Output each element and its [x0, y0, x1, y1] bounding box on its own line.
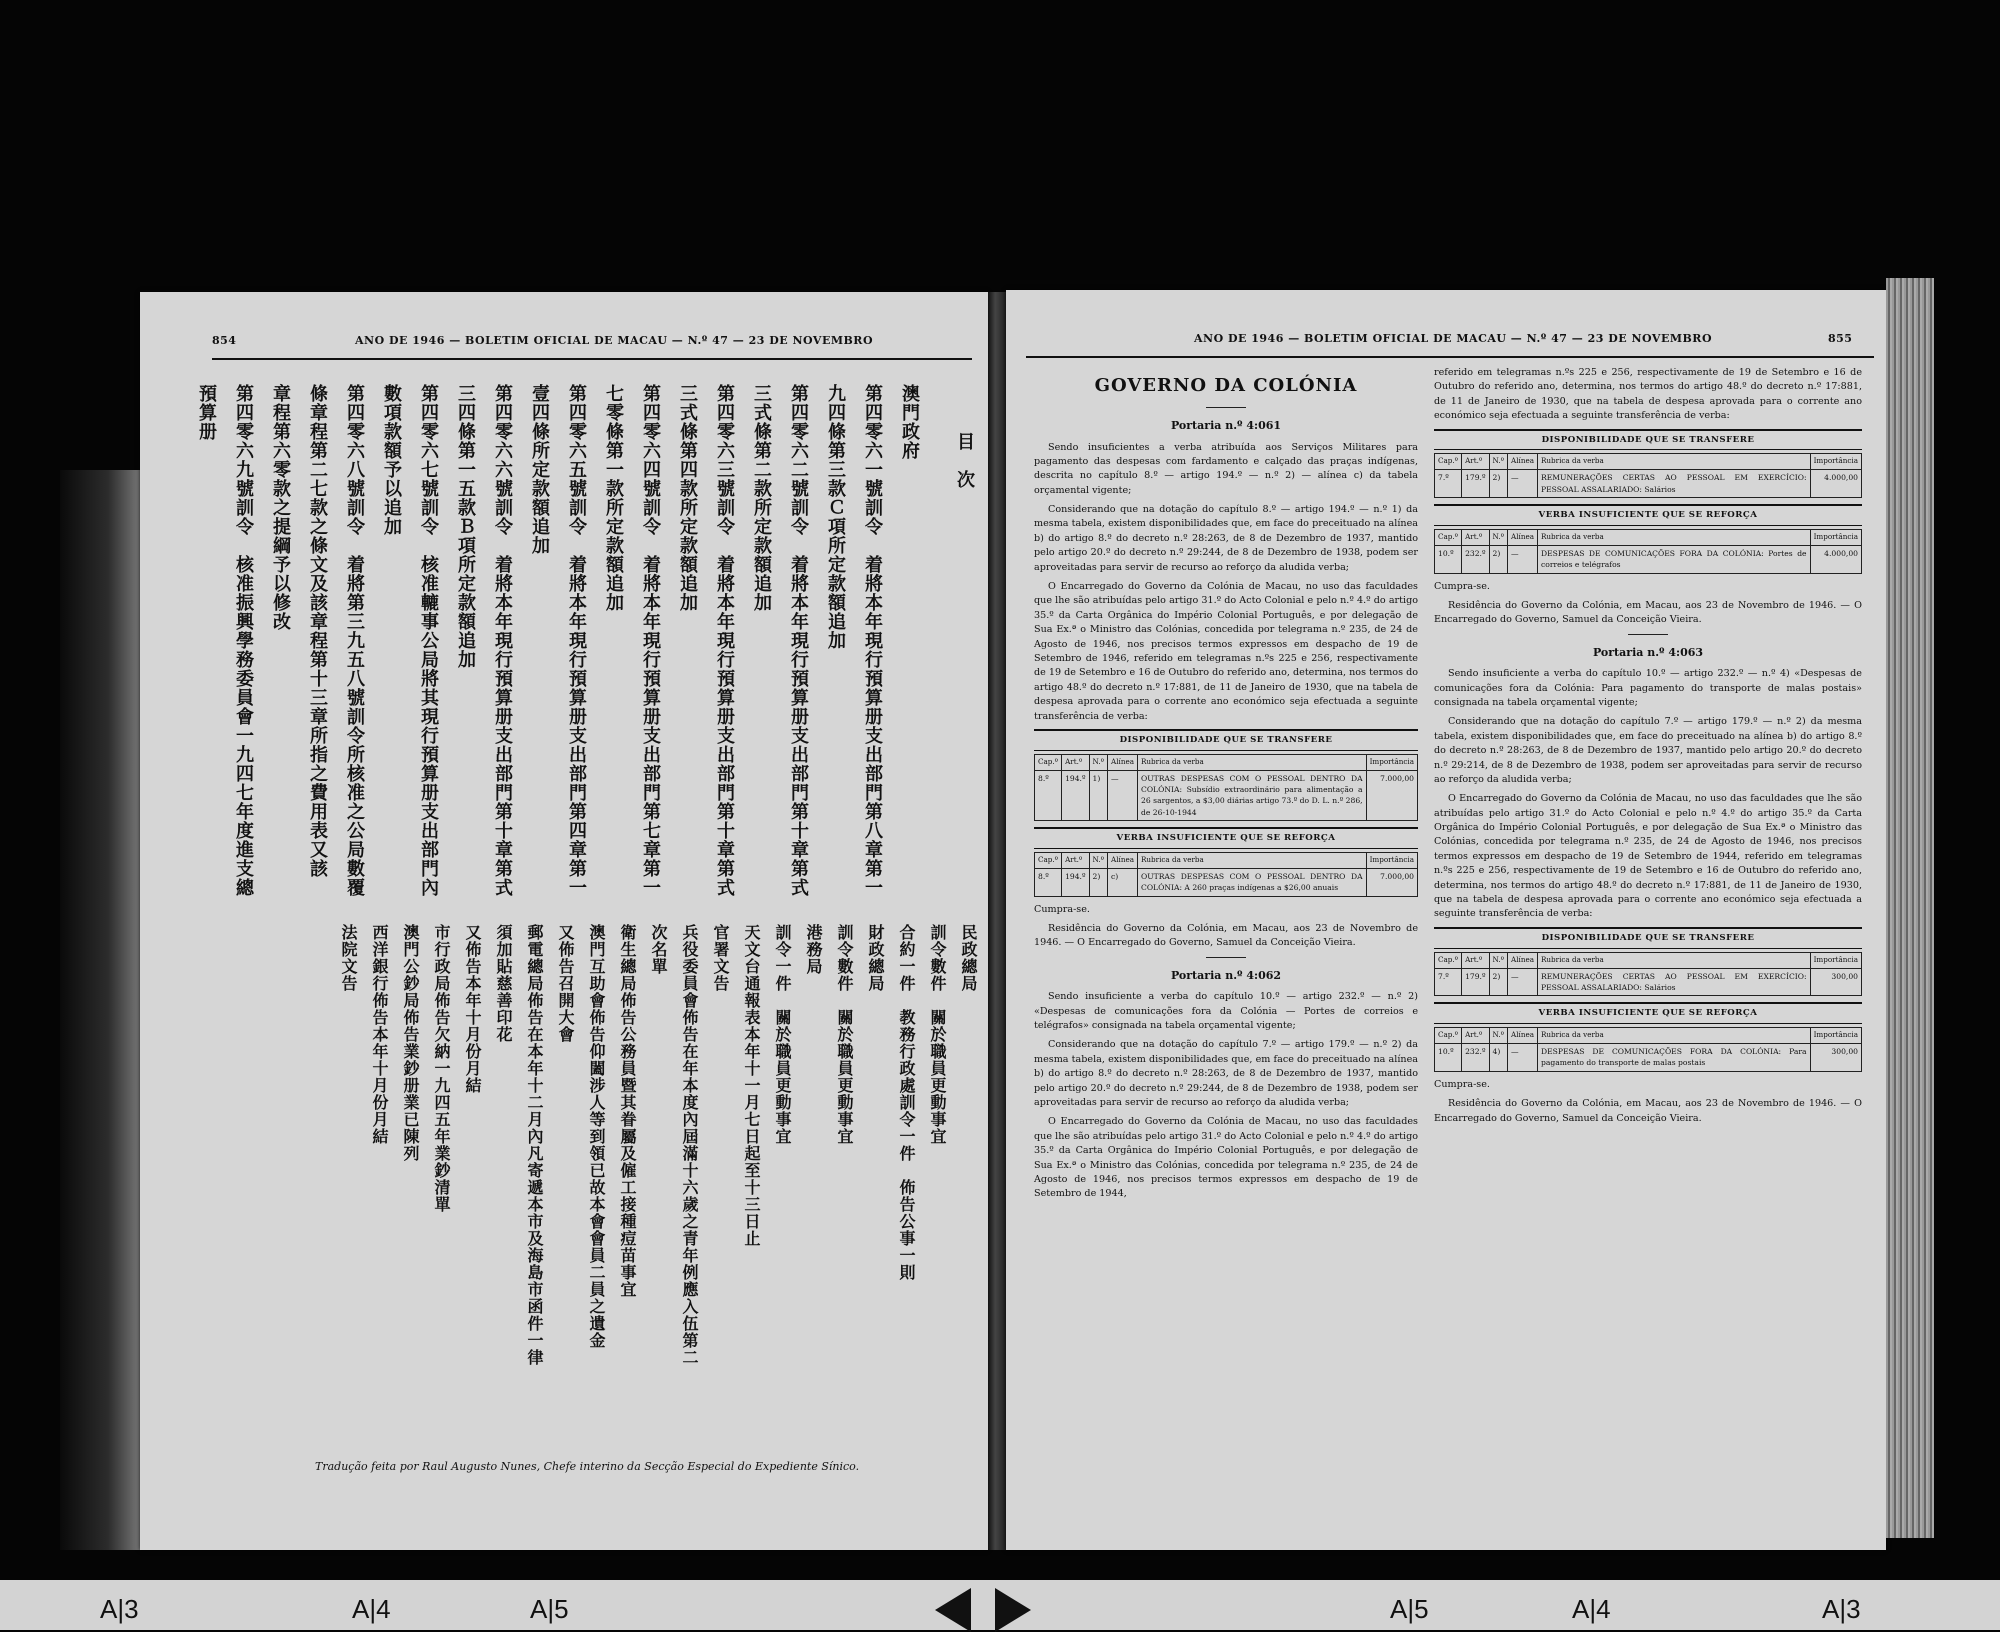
portaria-title: Portaria n.º 4:062 [1170, 968, 1282, 982]
residencia: Residência do Governo da Colónia, em Macau, aos 23 de Novembro de 1946. — O Encarregado do Governo, Samuel da Conceição Vieira. [1434, 1098, 1862, 1124]
cell-importancia: 4.000,00 [1810, 545, 1861, 573]
th-alinea: Alínea [1508, 454, 1538, 470]
cell-rubrica: REMUNERAÇÕES CERTAS AO PESSOAL EM EXERCÍCIO: PESSOAL ASSALARIADO: Salários [1538, 968, 1811, 996]
contents-column: 第四零六三號訓令 着將本年現行預算册支出部門第十章第式 [714, 384, 735, 897]
table-title: DISPONIBILIDADE QUE SE TRANSFERE [1434, 429, 1862, 451]
th-rubrica: Rubrica da verba [1538, 529, 1811, 545]
cell-num: 2) [1089, 868, 1108, 896]
th-alinea: Alínea [1508, 529, 1538, 545]
cell-art: 232.º [1462, 1043, 1489, 1071]
right-page-header: ANO DE 1946 — BOLETIM OFICIAL DE MACAU — N.º 47 — 23 DE NOVEMBRO [1194, 332, 1713, 345]
translation-footnote: Tradução feita por Raul Augusto Nunes, Chefe interino da Secção Especial do Expediente Sínico. [315, 1460, 860, 1473]
contents-column: 訓令一件 關於職員更動事宜 [773, 924, 792, 1145]
cell-rubrica: DESPESAS DE COMUNICAÇÕES FORA DA COLÓNIA: Para pagamento do transporte de malas postais [1538, 1043, 1811, 1071]
table-title: VERBA INSUFICIENTE QUE SE REFORÇA [1434, 504, 1862, 526]
contents-column: 七零條第一款所定款額追加 [603, 384, 624, 612]
header-rule [212, 358, 972, 360]
cell-alinea: — [1108, 770, 1138, 821]
paragraph: Considerando que na dotação do capítulo 7.º — artigo 179.º — n.º 2) da mesma tabela, existem disponibilidades que, em face do preceituado na alínea b) do artigo 8.º do decreto n.º 28:263, de 8 de Dezembro de 1937, mantido pelo artigo 20.º do decreto n.º 29:244, de 8 de Dezembro de 1938, podem ser aproveitadas para servir de recurso ao reforço da aludida verba; [1034, 1039, 1418, 1109]
table-row [1035, 770, 1418, 821]
cell-cap: 7.º [1435, 470, 1462, 498]
text-column-left [1034, 366, 1418, 1207]
table-header-row [1435, 529, 1862, 545]
right-page-number: 855 [1828, 332, 1853, 345]
th-alinea: Alínea [1508, 952, 1538, 968]
cell-num: 4) [1489, 1043, 1508, 1071]
text-column-right [1434, 366, 1862, 1131]
paragraph: referido em telegramas n.ºs 225 e 256, respectivamente de 19 de Setembro e 16 de Outubro do referido ano, determina, nos termos do artigo 48.º do decreto n.º 17:881, de 11 de Janeiro de 1930, que na tabela de despesa aprovada para o corrente ano económico seja efectuada a seguinte transferência de verba: [1434, 367, 1862, 422]
cell-art: 179.º [1462, 470, 1489, 498]
th-rubrica: Rubrica da verba [1538, 1028, 1811, 1044]
cell-alinea: c) [1108, 868, 1138, 896]
paragraph: Sendo insuficiente a verba do capítulo 10.º — artigo 232.º — n.º 4) «Despesas de comunicações fora da Colónia: Para pagamento do transporte de malas postais» consignada na tabela orçamental vigente; [1434, 668, 1862, 708]
contents-column: 第四零六一號訓令 着將本年現行預算册支出部門第八章第一 [862, 384, 883, 897]
transfer-table [1034, 754, 1418, 821]
portaria-title: Portaria n.º 4:061 [1170, 419, 1282, 432]
contents-column: 三式條第二款所定款額追加 [751, 384, 772, 612]
frame-mark: A|4 [352, 1594, 391, 1624]
contents-column: 須加貼慈善印花 [494, 924, 513, 1043]
cell-art: 179.º [1462, 968, 1489, 996]
table-row [1435, 1043, 1862, 1071]
reforco-table [1434, 1027, 1862, 1072]
table-header-row [1435, 952, 1862, 968]
th-rubrica: Rubrica da verba [1138, 853, 1367, 869]
contents-column: 第四零六二號訓令 着將本年現行預算册支出部門第十章第式 [788, 384, 809, 897]
th-art: Art.º [1462, 952, 1489, 968]
separator [1206, 957, 1246, 958]
separator [1628, 634, 1668, 635]
cell-num: 2) [1489, 545, 1508, 573]
cell-alinea: — [1508, 470, 1538, 498]
left-page [140, 292, 988, 1550]
contents-column: 衛生總局佈告公務員暨其眷屬及僱工接種痘苗事宜 [618, 924, 637, 1298]
th-num: N.º [1489, 529, 1508, 545]
cumpra-se: Cumpra-se. [1434, 1078, 1490, 1090]
th-cap: Cap.º [1435, 1028, 1462, 1044]
transfer-table [1434, 952, 1862, 997]
th-art: Art.º [1062, 754, 1089, 770]
contents-column: 次名單 [649, 924, 668, 975]
th-alinea: Alínea [1108, 853, 1138, 869]
th-cap: Cap.º [1435, 952, 1462, 968]
frame-mark: A|5 [1390, 1594, 1429, 1624]
section-title: GOVERNO DA COLÓNIA [1094, 375, 1358, 396]
cell-rubrica: OUTRAS DESPESAS COM O PESSOAL DENTRO DA COLÓNIA: A 260 praças indígenas a $26,00 anuais [1138, 868, 1367, 896]
contents-column: 合約一件 教務行政處訓令一件 佈告公事一則 [897, 924, 916, 1281]
contents-column: 九四條第三款Ｃ項所定款額追加 [825, 384, 846, 650]
contents-column: 又佈告召開大會 [556, 924, 575, 1043]
contents-column: 又佈告本年十月份月結 [463, 924, 482, 1094]
paragraph: O Encarregado do Governo da Colónia de Macau, no uso das faculdades que lhe são atribuídas pelo artigo 31.º do Acto Colonial e pelo n.º 4.º do artigo 35.º da Carta Orgânica do Império Colonial Português, e por delegação de Sua Ex.ª o Ministro das Colónias, concedida por telegrama n.º 235, de 24 de Agosto de 1946, nos precisos termos expressos em despacho de 19 de Setembro de 1944, referido em telegramas n.ºs 225 e 256, respectivamente de 19 de Setembro e 16 de Outubro do referido ano, determina, nos termos do artigo 48.º do decreto n.º 17:881, de 11 de Janeiro de 1930, que na tabela de despesa aprovada para o corrente ano económico seja efectuada a seguinte transferência de verba: [1434, 793, 1862, 920]
table-row [1435, 470, 1862, 498]
table-header-row [1435, 454, 1862, 470]
contents-column: 天文台通報表本年十一月七日起至十三日止 [742, 924, 761, 1247]
portaria-title: Portaria n.º 4:063 [1592, 645, 1704, 659]
cell-art: 232.º [1462, 545, 1489, 573]
contents-column: 壹四條所定款額追加 [529, 384, 550, 555]
contents-column: 財政總局 [866, 924, 885, 992]
contents-column: 條章程第二七款之條文及該章程第十三章所指之費用表又該 [307, 384, 328, 878]
frame-mark: A|5 [530, 1594, 569, 1624]
table-title: VERBA INSUFICIENTE QUE SE REFORÇA [1034, 827, 1418, 849]
reforco-table [1034, 852, 1418, 897]
transfer-table [1434, 453, 1862, 498]
book-edge-left [60, 470, 140, 1550]
contents-column: 預算册 [196, 384, 217, 441]
cell-cap: 8.º [1035, 868, 1062, 896]
contents-column: 官署文告 [711, 924, 730, 992]
arrow-right-icon [995, 1588, 1031, 1632]
contents-column: 港務局 [804, 924, 823, 975]
cell-alinea: — [1508, 968, 1538, 996]
cumpra-se: Cumpra-se. [1034, 903, 1090, 915]
cell-importancia: 300,00 [1810, 968, 1861, 996]
residencia: Residência do Governo da Colónia, em Macau, aos 23 de Novembro de 1946. — O Encarregado do Governo, Samuel da Conceição Vieira. [1434, 599, 1862, 626]
cell-art: 194.º [1062, 868, 1089, 896]
th-num: N.º [1489, 952, 1508, 968]
paragraph: O Encarregado do Governo da Colónia de Macau, no uso das faculdades que lhe são atribuídas pelo artigo 31.º do Acto Colonial e pelo n.º 4.º do artigo 35.º da Carta Orgânica do Império Colonial Português, e por delegação de Sua Ex.ª o Ministro das Colónias, concedida por telegrama n.º 235, de 24 de Agosto de 1946, nos precisos termos expressos em despacho de 19 de Setembro de 1944, [1034, 1116, 1418, 1200]
book-spine [988, 292, 1006, 1550]
cell-art: 194.º [1062, 770, 1089, 821]
left-page-number: 854 [212, 334, 237, 347]
frame-mark: A|4 [1572, 1594, 1611, 1624]
contents-column: 郵電總局佈告在本年十二月內凡寄遞本市及海島市函件一律 [525, 924, 544, 1366]
contents-column: 訓令數件 關於職員更動事宜 [835, 924, 854, 1145]
th-num: N.º [1089, 853, 1108, 869]
residencia: Residência do Governo da Colónia, em Macau, aos 23 de Novembro de 1946. — O Encarregado do Governo, Samuel da Conceição Vieira. [1034, 923, 1418, 949]
reforco-table [1434, 529, 1862, 574]
left-page-header: ANO DE 1946 — BOLETIM OFICIAL DE MACAU — N.º 47 — 23 DE NOVEMBRO [355, 334, 874, 347]
contents-column: 第四零六五號訓令 着將本年現行預算册支出部門第四章第一 [566, 384, 587, 897]
th-cap: Cap.º [1035, 754, 1062, 770]
paragraph: Sendo insuficiente a verba do capítulo 10.º — artigo 232.º — n.º 2) «Despesas de comunicações fora da Colónia — Portes de correios e telégrafos» consignada na tabela orçamental vigente; [1034, 991, 1418, 1032]
th-importancia: Importância [1810, 1028, 1861, 1044]
th-cap: Cap.º [1435, 454, 1462, 470]
table-title: DISPONIBILIDADE QUE SE TRANSFERE [1434, 927, 1862, 949]
cell-num: 1) [1089, 770, 1108, 821]
th-importancia: Importância [1810, 454, 1861, 470]
separator [1206, 407, 1246, 408]
cell-importancia: 7.000,00 [1366, 770, 1417, 821]
header-rule [1026, 356, 1874, 358]
cell-cap: 7.º [1435, 968, 1462, 996]
contents-column: 第四零六六號訓令 着將本年現行預算册支出部門第十章第式 [492, 384, 513, 897]
th-alinea: Alínea [1508, 1028, 1538, 1044]
th-art: Art.º [1462, 529, 1489, 545]
th-importancia: Importância [1366, 754, 1417, 770]
th-num: N.º [1489, 454, 1508, 470]
th-rubrica: Rubrica da verba [1538, 952, 1811, 968]
table-header-row [1035, 853, 1418, 869]
contents-column: 民政總局 [959, 924, 978, 992]
contents-column: 市行政局佈告欠納一九四五年業鈔清單 [432, 924, 451, 1213]
contents-column: 三式條第四款所定款額追加 [677, 384, 698, 612]
th-art: Art.º [1462, 1028, 1489, 1044]
th-rubrica: Rubrica da verba [1538, 454, 1811, 470]
th-importancia: Importância [1366, 853, 1417, 869]
cell-importancia: 7.000,00 [1366, 868, 1417, 896]
cumpra-se: Cumpra-se. [1434, 580, 1490, 592]
th-importancia: Importância [1810, 529, 1861, 545]
th-alinea: Alínea [1108, 754, 1138, 770]
contents-column: 訓令數件 關於職員更動事宜 [928, 924, 947, 1145]
th-importancia: Importância [1810, 952, 1861, 968]
contents-column: 章程第六零款之提綱予以修改 [270, 384, 291, 631]
table-title: DISPONIBILIDADE QUE SE TRANSFERE [1034, 729, 1418, 751]
contents-column: 第四零六七號訓令 核准轆事公局將其現行預算册支出部門內 [418, 384, 439, 897]
frame-mark: A|3 [1822, 1594, 1861, 1624]
contents-column: 第四零六九號訓令 核准振興學務委員會一九四七年度進支總 [233, 384, 254, 897]
contents-column: 西洋銀行佈告本年十月份月結 [370, 924, 389, 1145]
contents-title: 目 次 [954, 432, 975, 489]
th-rubrica: Rubrica da verba [1138, 754, 1367, 770]
paragraph: O Encarregado do Governo da Colónia de Macau, no uso das faculdades que lhe são atribuídas pelo artigo 31.º do Acto Colonial e pelo n.º 4.º do artigo 35.º da Carta Orgânica do Império Colonial Português, e por delegação de Sua Ex.ª o Ministro das Colónias, concedida por telegrama n.º 235, de 24 de Agosto de 1946, nos precisos termos expressos em despacho de 19 de Setembro de 1946, referido em telegramas n.ºs 225 e 256, respectivamente de 19 de Setembro e 16 de Outubro do referido ano, determina, nos termos do artigo 48.º do decreto n.º 17:881, de 11 de Janeiro de 1930, que na tabela de despesa aprovada para o corrente ano económico seja efectuada a seguinte transferência de verba: [1034, 581, 1418, 722]
cell-cap: 10.º [1435, 1043, 1462, 1071]
contents-column: 數項款額予以追加 [381, 384, 402, 536]
cell-importancia: 300,00 [1810, 1043, 1861, 1071]
th-cap: Cap.º [1435, 529, 1462, 545]
paragraph: Sendo insuficientes a verba atribuída aos Serviços Militares para pagamento das despesas com fardamento e calçado das praças indígenas, descrita no capítulo 8.º — artigo 194.º — n.º 2) — alínea c) da tabela orçamental vigente; [1034, 441, 1418, 496]
cell-importancia: 4.000,00 [1810, 470, 1861, 498]
cell-cap: 8.º [1035, 770, 1062, 821]
book-edge-right [1886, 278, 1934, 1538]
cell-num: 2) [1489, 968, 1508, 996]
cell-rubrica: REMUNERAÇÕES CERTAS AO PESSOAL EM EXERCÍCIO: PESSOAL ASSALARIADO: Salários [1538, 470, 1811, 498]
contents-column: 第四零六八號訓令 着將第三九五八號訓令所核准之公局數覆 [344, 384, 365, 897]
contents-column: 澳門互助會佈告仰闔涉人等到領已故本會會員二員之遺金 [587, 924, 606, 1349]
table-row [1435, 545, 1862, 573]
cell-cap: 10.º [1435, 545, 1462, 573]
cell-alinea: — [1508, 545, 1538, 573]
cell-rubrica: OUTRAS DESPESAS COM O PESSOAL DENTRO DA COLÓNIA: Subsídio extraordinário para alimentação a 26 sargentos, a $3,00 diárias artigo 73.º do D. L. n.º 286, de 26-10-1944 [1138, 770, 1367, 821]
contents-column: 三四條第一五款Ｂ項所定款額追加 [455, 384, 476, 669]
table-title: VERBA INSUFICIENTE QUE SE REFORÇA [1434, 1002, 1862, 1024]
contents-column: 澳門政府 [899, 384, 920, 460]
arrow-left-icon [935, 1588, 971, 1632]
cell-num: 2) [1489, 470, 1508, 498]
th-num: N.º [1089, 754, 1108, 770]
cell-rubrica: DESPESAS DE COMUNICAÇÕES FORA DA COLÓNIA: Portes de correios e telégrafos [1538, 545, 1811, 573]
th-num: N.º [1489, 1028, 1508, 1044]
table-header-row [1435, 1028, 1862, 1044]
right-page [1006, 290, 1886, 1550]
table-row [1035, 868, 1418, 896]
th-art: Art.º [1462, 454, 1489, 470]
paragraph: Considerando que na dotação do capítulo 8.º — artigo 194.º — n.º 1) da mesma tabela, existem disponibilidades que, em face do preceituado na alínea b) do artigo 8.º do decreto n.º 28:263, de 8 de Dezembro de 1937, mantido pelo artigo 20.º do decreto n.º 29:244, de 8 de Dezembro de 1938, podem ser aproveitadas para servir de recurso ao reforço da aludida verba; [1034, 504, 1418, 573]
contents-column: 第四零六四號訓令 着將本年現行預算册支出部門第七章第一 [640, 384, 661, 897]
frame-mark: A|3 [100, 1594, 139, 1624]
table-row [1435, 968, 1862, 996]
table-header-row [1035, 754, 1418, 770]
cell-alinea: — [1508, 1043, 1538, 1071]
th-art: Art.º [1062, 853, 1089, 869]
contents-column: 法院文告 [339, 924, 358, 992]
contents-column: 兵役委員會佈告在年本度內屆滿十六歲之青年例應入伍第二 [680, 924, 699, 1366]
contents-column: 澳門公鈔局佈告業鈔册業已陳列 [401, 924, 420, 1162]
th-cap: Cap.º [1035, 853, 1062, 869]
paragraph: Considerando que na dotação do capítulo 7.º — artigo 179.º — n.º 2) da mesma tabela, existem disponibilidades que, em face do preceituado na alínea b) do artigo 8.º do decreto n.º 28:263, de 8 de Dezembro de 1937, mantido pelo artigo 20.º do decreto n.º 29:214, de 8 de Dezembro de 1938, podem ser aproveitadas para servir de recurso ao reforço da aludida verba; [1434, 716, 1862, 785]
